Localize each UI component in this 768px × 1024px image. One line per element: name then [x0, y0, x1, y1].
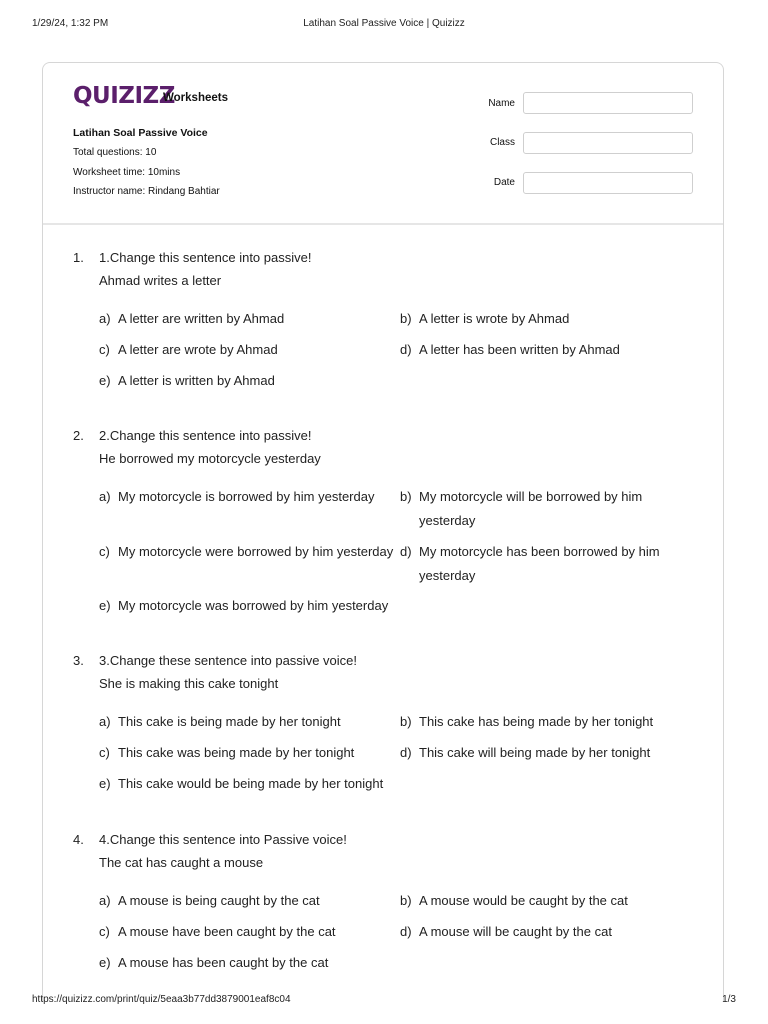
print-timestamp: 1/29/24, 1:32 PM [32, 18, 109, 29]
class-field[interactable] [523, 132, 693, 154]
question-text: He borrowed my motorcycle yesterday [99, 451, 321, 466]
option-text: My motorcycle is borrowed by him yesterday [118, 489, 375, 504]
option-letter: e) [99, 373, 111, 388]
option-text: This cake is being made by her tonight [118, 714, 341, 729]
option-text: A letter are wrote by Ahmad [118, 342, 278, 357]
question-title: 3.Change these sentence into passive voice! [99, 653, 358, 668]
option-letter: e) [99, 776, 111, 791]
question-text: The cat has caught a mouse [99, 855, 264, 870]
class-label: Class [489, 137, 515, 148]
instructor-name: Instructor name: Rindang Bahtiar [73, 186, 220, 197]
option-text: My motorcycle were borrowed by him yesterday [118, 544, 394, 559]
option-letter: a) [99, 311, 111, 326]
option-text: A mouse have been caught by the cat [118, 924, 336, 939]
option-letter: b) [400, 714, 412, 729]
date-field[interactable] [523, 172, 693, 194]
option-letter: c) [99, 342, 110, 357]
print-url: https://quizizz.com/print/quiz/5eaa3b77dd3879001eaf8c04 [32, 994, 291, 1005]
worksheet-card [42, 62, 724, 1002]
worksheet-time: Worksheet time: 10mins [73, 167, 181, 178]
option-letter: a) [99, 893, 111, 908]
question-text: Ahmad writes a letter [99, 273, 222, 288]
option-text: A mouse is being caught by the cat [118, 893, 320, 908]
option-letter: d) [400, 342, 412, 357]
question-title: 2.Change this sentence into passive! [99, 428, 312, 443]
option-text: A letter are written by Ahmad [118, 311, 285, 326]
option-text: A letter is written by Ahmad [118, 373, 275, 388]
option-text: This cake has being made by her tonight [419, 714, 654, 729]
option-letter: a) [99, 489, 111, 504]
worksheet-header [43, 63, 723, 225]
option-text: This cake will being made by her tonight [419, 745, 651, 760]
logo-subtitle: Worksheets [163, 92, 228, 104]
total-questions: Total questions: 10 [73, 147, 157, 158]
option-text: A mouse has been caught by the cat [118, 955, 329, 970]
question-number: 1. [73, 250, 84, 265]
option-letter: c) [99, 924, 110, 939]
print-header [32, 18, 736, 32]
option-text: This cake was being made by her tonight [118, 745, 355, 760]
question-number: 4. [73, 832, 84, 847]
option-letter: b) [400, 311, 412, 326]
option-letter: c) [99, 745, 110, 760]
name-label: Name [488, 98, 515, 109]
option-letter: e) [99, 955, 111, 970]
option-letter: c) [99, 544, 110, 559]
print-footer [32, 994, 736, 1008]
option-text: A letter is wrote by Ahmad [419, 311, 570, 326]
option-text: My motorcycle was borrowed by him yesterday [118, 598, 389, 613]
option-text: My motorcycle will be borrowed by him yesterday [419, 489, 643, 528]
option-text: This cake would be being made by her tonight [118, 776, 384, 791]
print-page-title: Latihan Soal Passive Voice | Quizizz [303, 18, 465, 29]
option-text: A mouse would be caught by the cat [419, 893, 628, 908]
option-letter: d) [400, 544, 412, 559]
option-letter: a) [99, 714, 111, 729]
option-text: My motorcycle has been borrowed by him yesterday [419, 544, 660, 583]
option-letter: d) [400, 924, 412, 939]
question-title: 1.Change this sentence into passive! [99, 250, 312, 265]
option-letter: b) [400, 893, 412, 908]
date-label: Date [493, 177, 515, 188]
question-number: 3. [73, 653, 84, 668]
option-letter: b) [400, 489, 412, 504]
question-title: 4.Change this sentence into Passive voice! [99, 832, 347, 847]
question-number: 2. [73, 428, 84, 443]
logo-wordmark: QUIZIZZ [73, 83, 175, 109]
option-text: A letter has been written by Ahmad [419, 342, 620, 357]
name-field[interactable] [523, 92, 693, 114]
option-letter: e) [99, 598, 111, 613]
option-text: A mouse will be caught by the cat [419, 924, 612, 939]
worksheet-title: Latihan Soal Passive Voice [73, 127, 208, 139]
option-letter: d) [400, 745, 412, 760]
print-page-number: 1/3 [722, 994, 736, 1005]
question-text: She is making this cake tonight [99, 676, 279, 691]
